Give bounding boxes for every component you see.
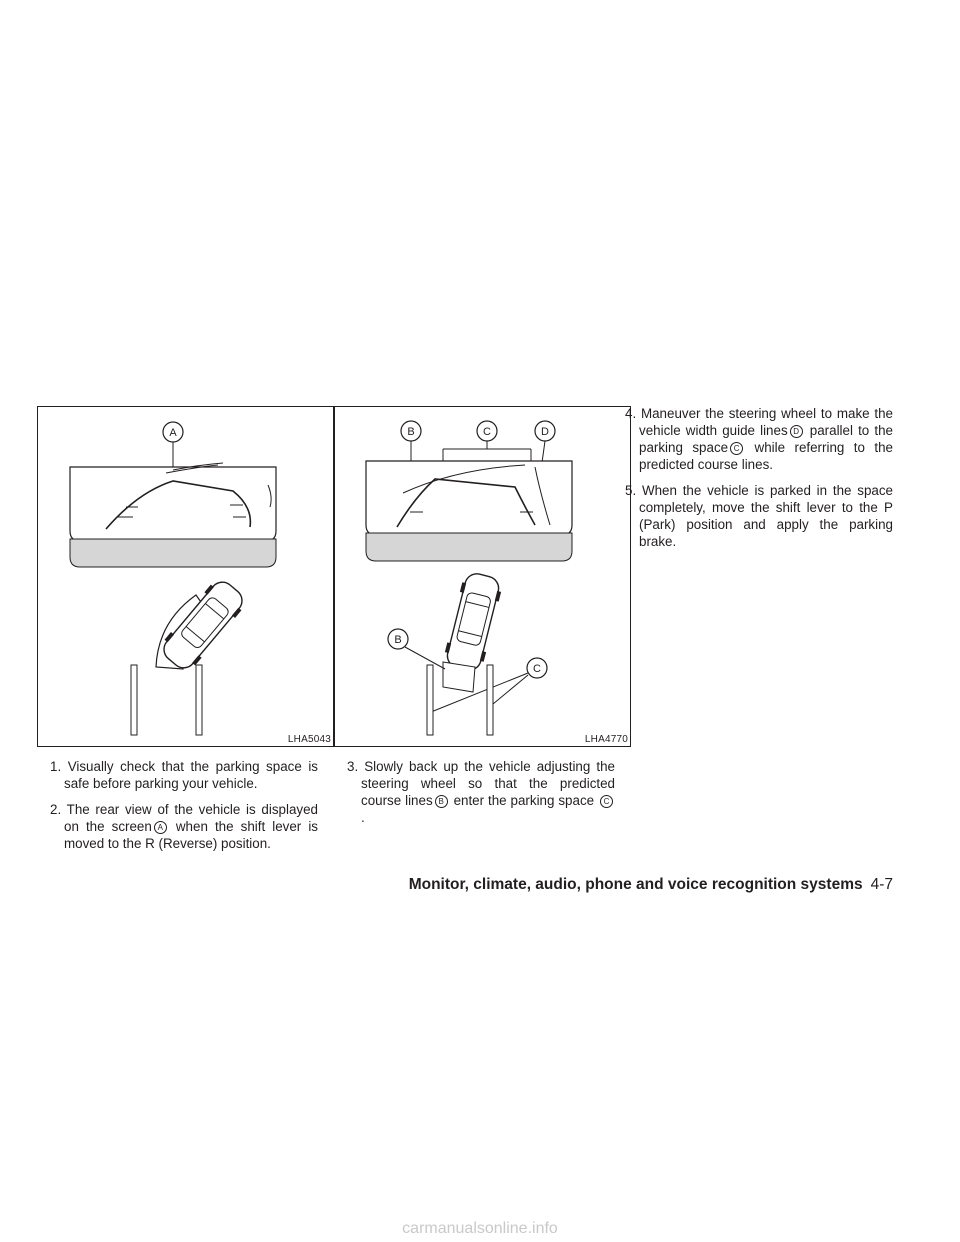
step-1: 1. Visually check that the parking space is safe before parking your vehicle. [50,759,318,791]
step-5: 5. When the vehicle is parked in the space completely, move the shift lever to the P (Park) position and apply the parking brake. [625,483,893,549]
callout-d: D [541,426,549,438]
ref-c-badge: C [730,442,743,455]
ref-a-badge: A [154,821,167,834]
step-2: 2. The rear view of the vehicle is displayed on the screen A when the shift lever is moved to the R (Reverse) position. [50,802,318,851]
figure-rear-view-screen [37,406,334,747]
callout-b: B [407,426,415,438]
callout-c-lower: C [533,663,541,675]
step-4: 4. Maneuver the steering wheel to make the vehicle width guide lines D parallel to the parking space C while referring to the predicted course lines. [625,406,893,472]
figure-code: LHA4770 [584,734,628,745]
callout-a: A [169,427,177,439]
section-title: Monitor, climate, audio, phone and voice recognition systems [408,876,863,893]
column-3 [625,405,893,559]
page-number: 4-7 [870,876,893,893]
illustration-monitor-and-vehicle [38,407,333,746]
figure-course-lines [334,406,631,747]
illustration-course-lines [335,407,630,746]
step-3: 3. Slowly back up the vehicle adjusting the steering wheel so that the predicted course lines B enter the parking space C. [347,759,615,825]
page-footer [409,876,893,894]
ref-d-badge: D [790,425,803,438]
callout-c: C [483,426,491,438]
ref-b-badge: B [435,795,448,808]
column-1 [50,758,318,861]
watermark: carmanualsonline.info [402,1220,558,1237]
figure-code: LHA5043 [287,734,331,745]
ref-c-badge: C [600,795,613,808]
column-2 [347,758,615,835]
callout-b-lower: B [394,634,402,646]
